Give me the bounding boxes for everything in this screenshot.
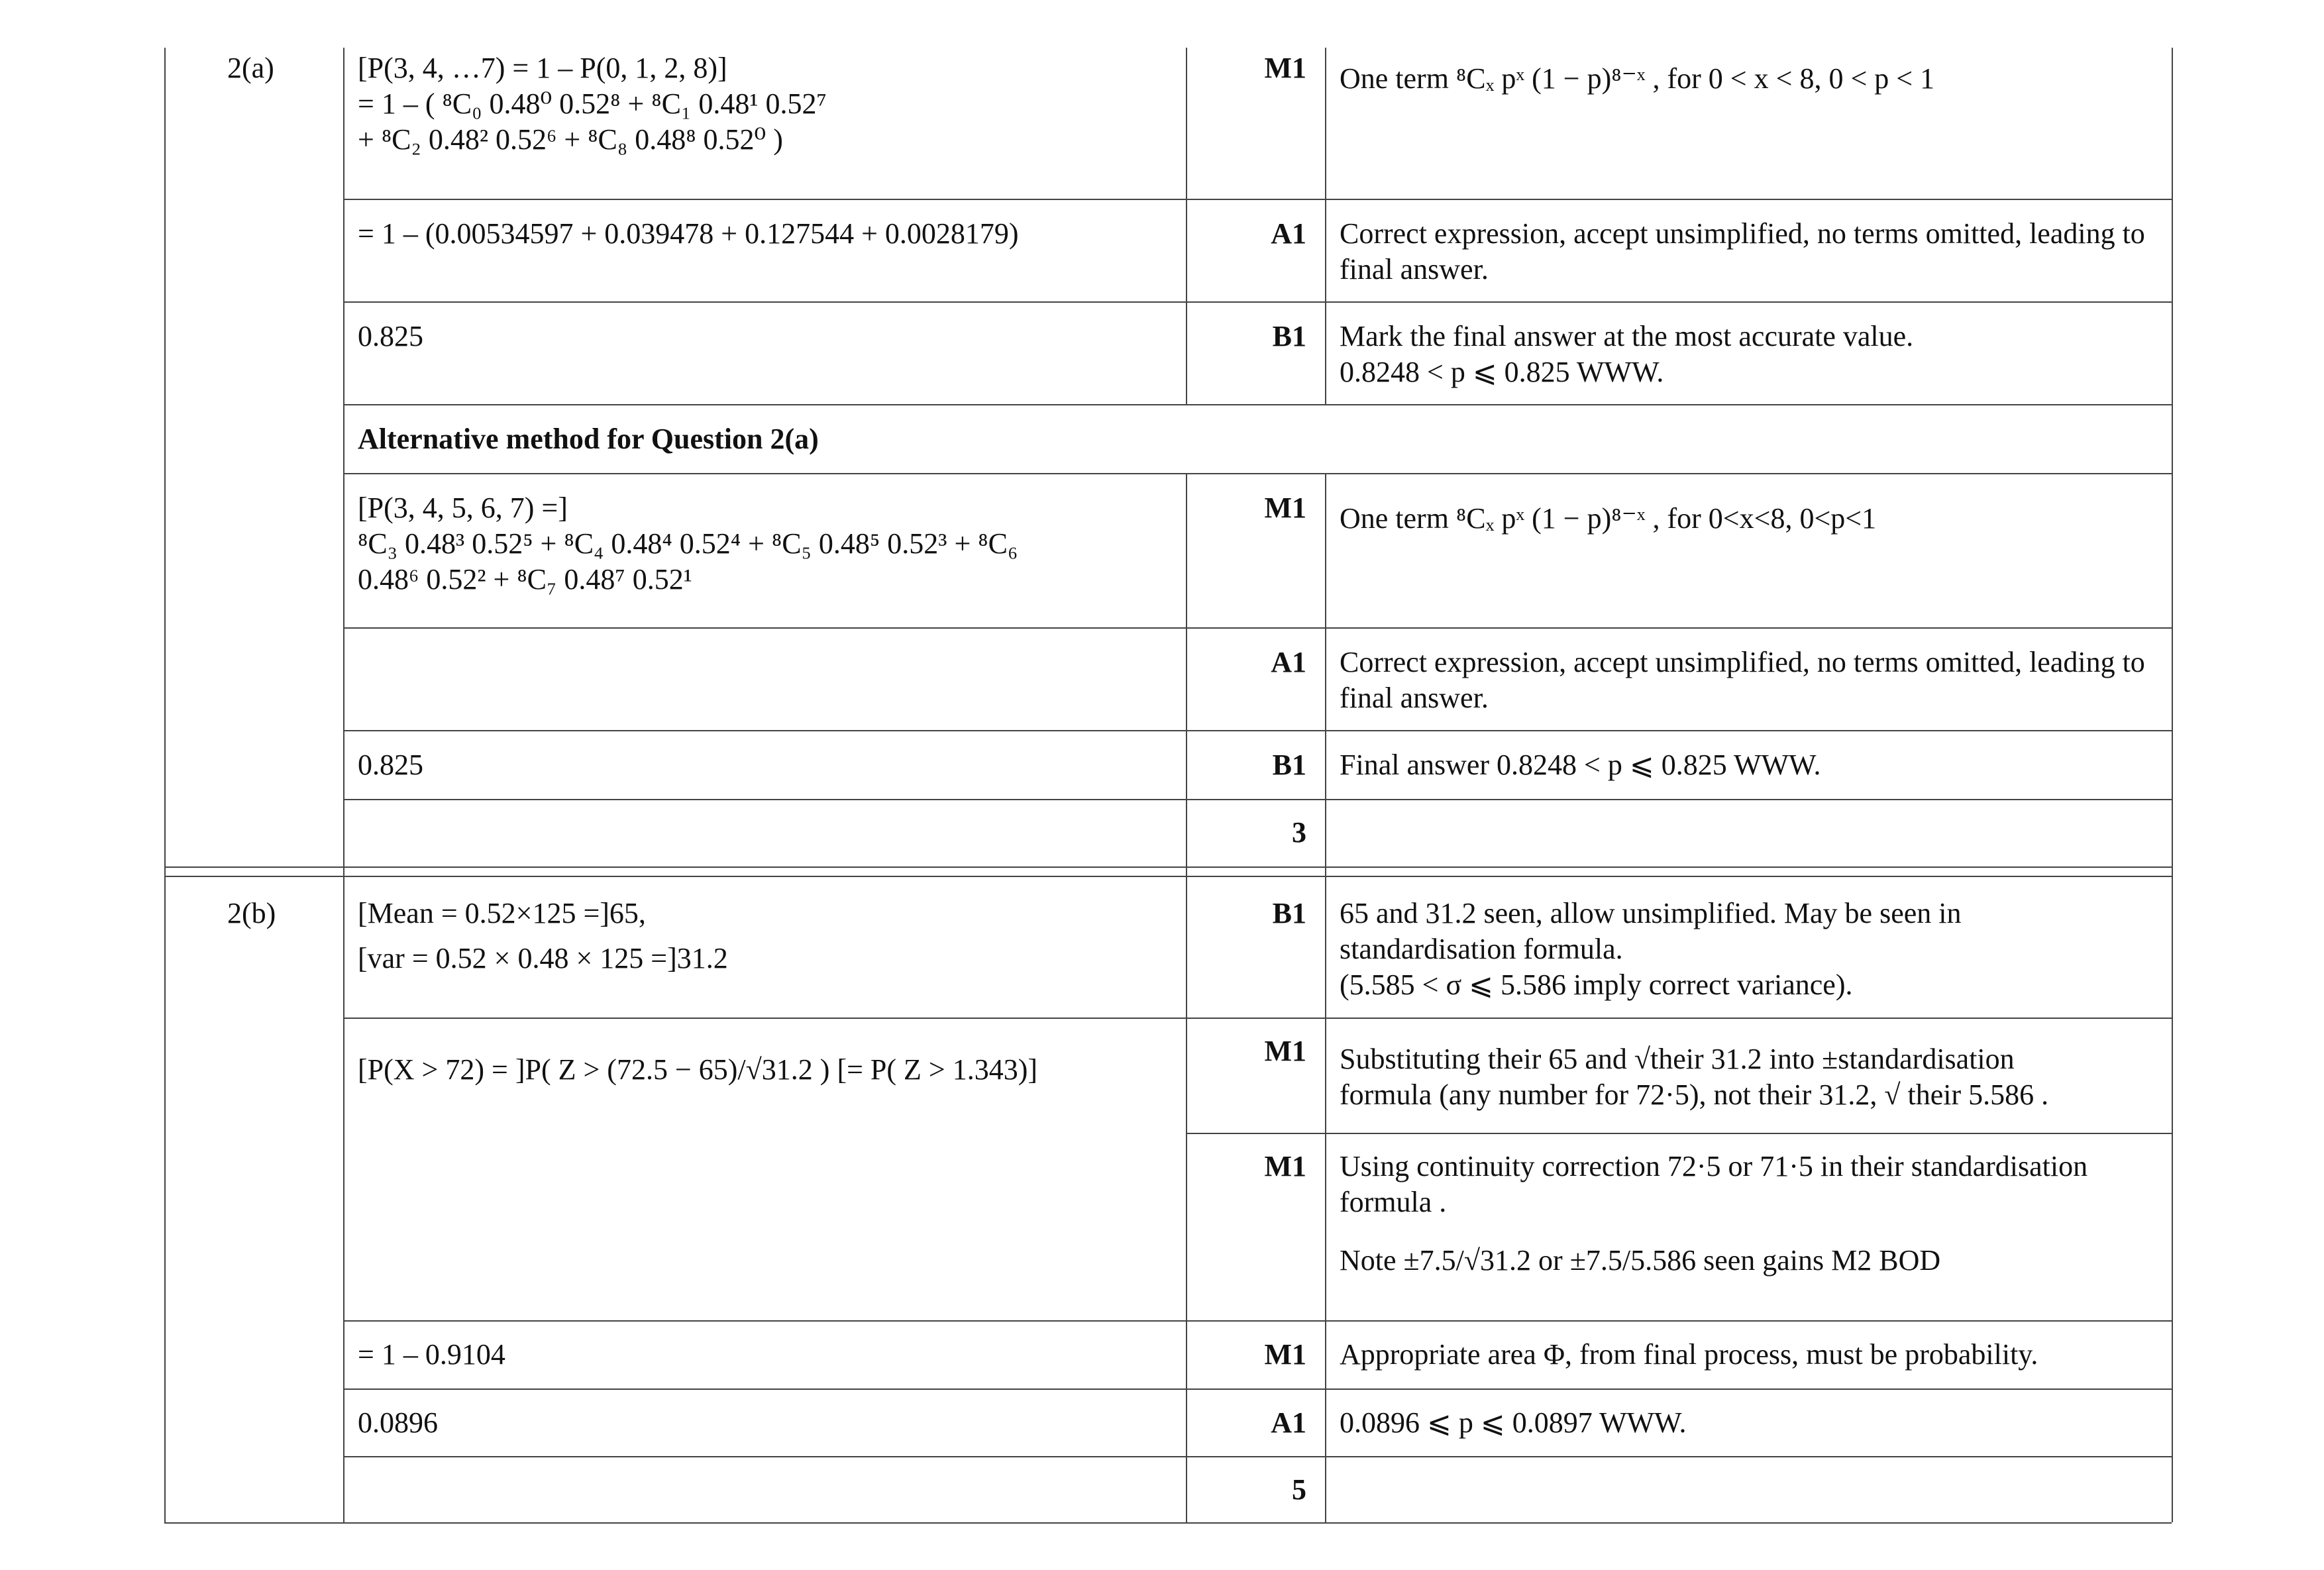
- working-line: = 1 – ( ⁸C₀ 0.48⁰ 0.52⁸ + ⁸C₁ 0.48¹ 0.52⁷: [358, 87, 827, 120]
- question-separator: [164, 866, 2172, 868]
- working-2b-row2: [P(X > 72) = ]P( Z > (72.5 − 65)/√31.2 ) [= P( Z > 1.343)]: [358, 1053, 1038, 1086]
- row-divider: [343, 1018, 2172, 1019]
- guidance-2b-row1: [1340, 896, 2161, 1003]
- working-line: [var = 0.52 × 0.48 × 125 =]31.2: [358, 942, 728, 974]
- row-divider: [343, 1388, 2172, 1390]
- question-label: 2(b): [227, 897, 276, 929]
- question-separator: [164, 876, 2172, 877]
- mark-code: M1: [1264, 1338, 1306, 1371]
- mark-code: A1: [1271, 217, 1306, 250]
- guidance-2b-row3: [1340, 1149, 2161, 1279]
- total-marks: 3: [1292, 816, 1306, 849]
- column-divider-3: [1325, 473, 1326, 1522]
- working-line: [Mean = 0.52×125 =]65,: [358, 897, 646, 929]
- mark-code: A1: [1271, 646, 1306, 678]
- alternative-method-heading: Alternative method for Question 2(a): [358, 423, 819, 455]
- working-line: 0.48⁶ 0.52² + ⁸C₇ 0.48⁷ 0.52¹: [358, 563, 692, 596]
- guidance-2a-alt-row1: One term ⁸Cₓ pˣ (1 − p)⁸⁻ˣ , for 0<x<8, 0<p<1: [1340, 502, 1877, 535]
- row-divider: [343, 1456, 2172, 1457]
- mark-code: M1: [1264, 492, 1306, 524]
- row-divider: [343, 799, 2172, 800]
- guidance-2b-row4: Appropriate area Φ, from final process, must be probability.: [1340, 1338, 2038, 1371]
- table-border-bottom: [164, 1522, 2172, 1524]
- guidance-line: 65 and 31.2 seen, allow unsimplified. May be seen in: [1340, 897, 1962, 929]
- guidance-line: 0.8248 < p ⩽ 0.825 WWW.: [1340, 356, 1664, 388]
- working-2a-row1: [358, 50, 1186, 158]
- row-divider: [343, 199, 2172, 200]
- guidance-line: formula .: [1340, 1186, 1447, 1218]
- guidance-2b-row5: 0.0896 ⩽ p ⩽ 0.0897 WWW.: [1340, 1406, 1687, 1439]
- mark-code: M1: [1264, 1035, 1306, 1067]
- mark-code: B1: [1272, 320, 1306, 352]
- row-divider: [343, 627, 2172, 629]
- guidance-2a-alt-row3: Final answer 0.8248 < p ⩽ 0.825 WWW.: [1340, 749, 1821, 781]
- guidance-2a-row3: [1340, 319, 2161, 390]
- row-divider: [1186, 1133, 2172, 1134]
- mark-scheme-table: [164, 0, 2172, 1522]
- guidance-2a-row2: Correct expression, accept unsimplified, no terms omitted, leading to final answer.: [1340, 217, 2145, 286]
- guidance-line: formula (any number for 72·5), not their 31.2, √ their 5.586 .: [1340, 1078, 2049, 1111]
- working-2a-alt-row3: 0.825: [358, 749, 423, 781]
- working-line: ⁸C₃ 0.48³ 0.52⁵ + ⁸C₄ 0.48⁴ 0.52⁴ + ⁸C₅ 0.48⁵ 0.52³ + ⁸C₆: [358, 527, 1018, 560]
- total-marks: 5: [1292, 1473, 1306, 1506]
- guidance-2a-alt-row2: Correct expression, accept unsimplified, no terms omitted, leading to final answer.: [1340, 646, 2145, 714]
- mark-code: B1: [1272, 749, 1306, 781]
- row-divider: [343, 473, 2172, 474]
- mark-code: M1: [1264, 1150, 1306, 1182]
- table-border-left: [164, 48, 166, 1522]
- guidance-line: Substituting their 65 and √their 31.2 into ±standardisation: [1340, 1043, 2015, 1075]
- working-2a-alt-row1: [358, 490, 1186, 598]
- guidance-line: Note ±7.5/√31.2 or ±7.5/5.586 seen gains M2 BOD: [1340, 1244, 1941, 1277]
- working-line: [P(3, 4, 5, 6, 7) =]: [358, 492, 568, 524]
- guidance-line: standardisation formula.: [1340, 933, 1623, 965]
- mark-code: B1: [1272, 897, 1306, 929]
- column-divider-1: [343, 48, 344, 1522]
- table-border-right: [2172, 48, 2173, 1522]
- working-2b-row1: [358, 896, 1186, 976]
- working-line: + ⁸C₂ 0.48² 0.52⁶ + ⁸C₈ 0.48⁸ 0.52⁰ ): [358, 123, 783, 156]
- guidance-2a-row1: One term ⁸Cₓ pˣ (1 − p)⁸⁻ˣ , for 0 < x < 8, 0 < p < 1: [1340, 62, 1935, 95]
- row-divider: [343, 301, 2172, 303]
- working-2b-row4: = 1 – 0.9104: [358, 1338, 505, 1371]
- row-divider: [343, 1320, 2172, 1322]
- working-2b-row5: 0.0896: [358, 1406, 438, 1439]
- guidance-line: Mark the final answer at the most accurate value.: [1340, 320, 1914, 352]
- mark-code: M1: [1264, 52, 1306, 84]
- working-2a-row3: 0.825: [358, 320, 423, 352]
- column-divider-3: [1325, 48, 1326, 404]
- row-divider: [343, 730, 2172, 731]
- mark-code: A1: [1271, 1406, 1306, 1439]
- guidance-2b-row2: [1340, 1041, 2161, 1113]
- working-2a-row2: = 1 – (0.00534597 + 0.039478 + 0.127544 + 0.0028179): [358, 217, 1019, 250]
- guidance-line: Using continuity correction 72·5 or 71·5 in their standardisation: [1340, 1150, 2088, 1182]
- guidance-line: (5.585 < σ ⩽ 5.586 imply correct variance).: [1340, 968, 1853, 1001]
- working-line: [P(3, 4, …7) = 1 – P(0, 1, 2, 8)]: [358, 52, 727, 84]
- row-divider: [343, 404, 2172, 405]
- question-label: 2(a): [227, 52, 274, 84]
